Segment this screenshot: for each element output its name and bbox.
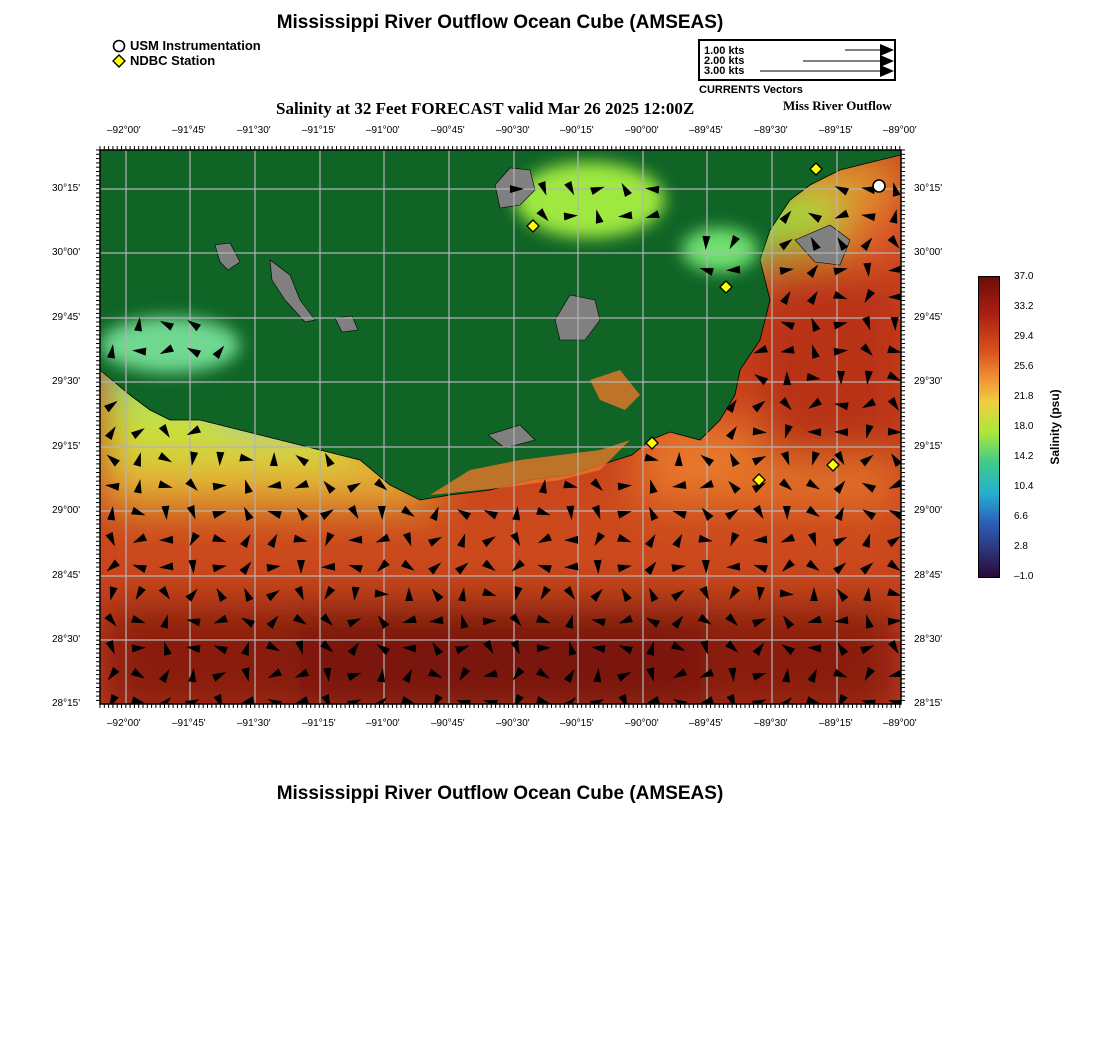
colorbar-tick: 18.0 [1014, 421, 1034, 432]
lat-tick-left: 28°45' [52, 570, 81, 581]
lon-tick-bottom: –89°45' [689, 718, 723, 729]
lon-tick-top: –89°15' [819, 125, 853, 136]
lon-tick-top: –91°45' [172, 125, 206, 136]
lon-tick-bottom: –90°30' [496, 718, 530, 729]
region-label: Miss River Outflow [783, 98, 892, 113]
lat-tick-left: 30°15' [52, 183, 81, 194]
lon-tick-bottom: –89°30' [754, 718, 788, 729]
colorbar-tick: 21.8 [1014, 391, 1034, 402]
lon-tick-top: –91°30' [237, 125, 271, 136]
colorbar-tick: 33.2 [1014, 301, 1034, 312]
colorbar-tick: 2.8 [1014, 541, 1028, 552]
lon-tick-bottom: –90°45' [431, 718, 465, 729]
usm-instrument-marker [873, 180, 885, 192]
lon-tick-top: –90°15' [560, 125, 594, 136]
lat-tick-right: 29°15' [914, 441, 943, 452]
lat-tick-right: 29°00' [914, 505, 943, 516]
colorbar-tick: 6.6 [1014, 511, 1028, 522]
lat-tick-right: 29°45' [914, 312, 943, 323]
lat-tick-left: 30°00' [52, 247, 81, 258]
colorbar-label: Salinity (psu) [1048, 389, 1062, 465]
lon-tick-top: –90°30' [496, 125, 530, 136]
page-title: Mississippi River Outflow Ocean Cube (AMSEAS) [276, 12, 724, 33]
lon-tick-bottom: –91°15' [302, 718, 336, 729]
colorbar-tick: –1.0 [1014, 571, 1034, 582]
lat-tick-left: 29°15' [52, 441, 81, 452]
lon-tick-top: –90°00' [625, 125, 659, 136]
colorbar-tick: 29.4 [1014, 331, 1034, 342]
colorbar-tick: 37.0 [1014, 271, 1034, 282]
lon-tick-bottom: –89°00' [883, 718, 917, 729]
map-subtitle: Salinity at 32 Feet FORECAST valid Mar 26 2025 12:00Z [276, 99, 695, 118]
colorbar [978, 276, 1002, 578]
lon-tick-top: –90°45' [431, 125, 465, 136]
vector-key-row: 3.00 kts [704, 65, 745, 77]
lat-tick-left: 29°30' [52, 376, 81, 387]
vector-key-row: 1.00 kts [704, 45, 745, 57]
lat-tick-left: 29°00' [52, 505, 81, 516]
lon-tick-top: –92°00' [107, 125, 141, 136]
legend-ndbc-label: NDBC Station [130, 53, 216, 68]
lat-tick-right: 28°45' [914, 570, 943, 581]
lat-tick-right: 28°15' [914, 698, 943, 709]
lon-tick-bottom: –90°00' [625, 718, 659, 729]
lat-tick-left: 29°45' [52, 312, 81, 323]
lat-tick-right: 30°00' [914, 247, 943, 258]
lat-tick-right: 28°30' [914, 634, 943, 645]
lon-tick-top: –89°00' [883, 125, 917, 136]
lon-tick-bottom: –89°15' [819, 718, 853, 729]
vector-key-row: 2.00 kts [704, 55, 745, 67]
lon-tick-top: –89°30' [754, 125, 788, 136]
lat-tick-right: 29°30' [914, 376, 943, 387]
legend-usm-label: USM Instrumentation [130, 38, 261, 53]
lon-tick-bottom: –92°00' [107, 718, 141, 729]
lon-tick-bottom: –91°45' [172, 718, 206, 729]
lon-tick-bottom: –91°00' [366, 718, 400, 729]
lon-tick-bottom: –91°30' [237, 718, 271, 729]
footer-title: Mississippi River Outflow Ocean Cube (AMSEAS) [276, 783, 724, 804]
lon-tick-top: –89°45' [689, 125, 723, 136]
colorbar-tick: 10.4 [1014, 481, 1034, 492]
lon-tick-top: –91°00' [366, 125, 400, 136]
colorbar-gradient [978, 276, 1000, 578]
vector-key-caption: CURRENTS Vectors [699, 84, 803, 96]
colorbar-tick: 25.6 [1014, 361, 1034, 372]
lon-tick-top: –91°15' [302, 125, 336, 136]
lat-tick-left: 28°30' [52, 634, 81, 645]
lat-tick-right: 30°15' [914, 183, 943, 194]
lat-tick-left: 28°15' [52, 698, 81, 709]
lon-tick-bottom: –90°15' [560, 718, 594, 729]
colorbar-tick: 14.2 [1014, 451, 1034, 462]
